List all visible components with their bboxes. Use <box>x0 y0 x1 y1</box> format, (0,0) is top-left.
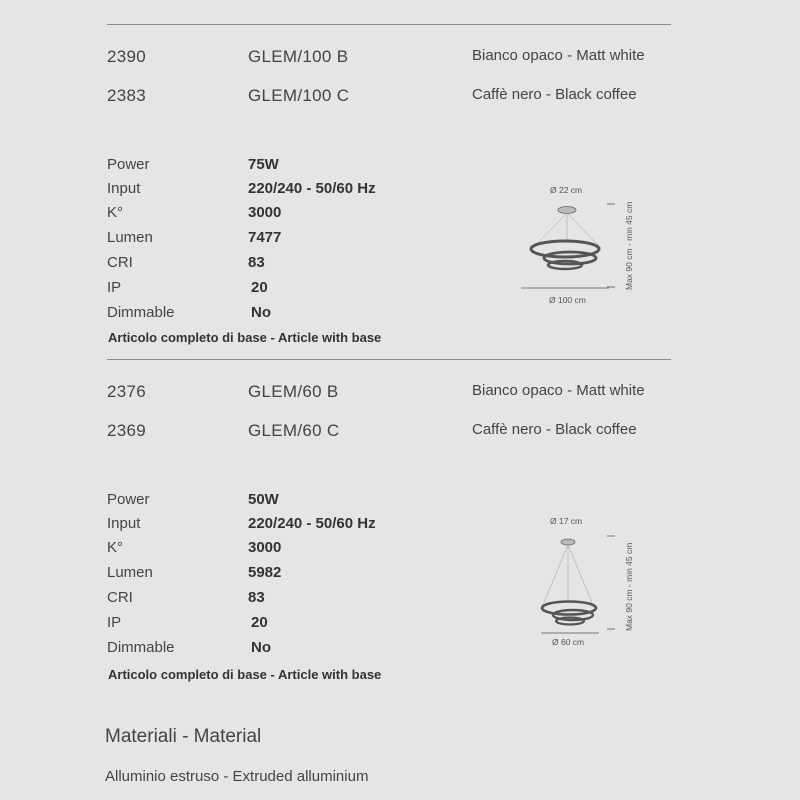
spec-value-power: 75W <box>248 156 279 173</box>
spec-label-kelvin: K° <box>107 539 124 556</box>
product-code: 2383 <box>107 86 147 105</box>
product-model: GLEM/60 B <box>248 382 339 401</box>
spec-value-lumen: 7477 <box>248 229 282 246</box>
spec-label-cri: CRI <box>107 254 133 271</box>
spec-label-power: Power <box>107 156 150 173</box>
spec-label-lumen: Lumen <box>107 229 153 246</box>
spec-label-dimmable: Dimmable <box>107 639 175 656</box>
spec-label-input: Input <box>107 180 141 197</box>
spec-value-kelvin: 3000 <box>248 539 282 556</box>
spec-value-input: 220/240 - 50/60 Hz <box>248 180 376 197</box>
spec-label-ip: IP <box>107 279 122 296</box>
article-note: Articolo completo di base - Article with base <box>108 330 382 345</box>
spec-value-ip: 20 <box>251 614 268 631</box>
spec-value-cri: 83 <box>248 589 265 606</box>
materials-text: Alluminio estruso - Extruded alluminium <box>105 768 369 785</box>
spec-label-kelvin: K° <box>107 204 124 221</box>
product-code: 2390 <box>107 47 147 66</box>
section-divider <box>107 359 671 360</box>
spec-value-power: 50W <box>248 491 279 508</box>
spec-value-kelvin: 3000 <box>248 204 282 221</box>
spec-label-power: Power <box>107 491 150 508</box>
spec-value-cri: 83 <box>248 254 265 271</box>
spec-value-lumen: 5982 <box>248 564 282 581</box>
top-divider <box>107 24 671 25</box>
spec-value-dimmable: No <box>251 304 271 321</box>
product-code: 2376 <box>107 382 147 401</box>
diameter-dimension: Ø 100 cm <box>549 295 586 305</box>
spec-label-cri: CRI <box>107 589 133 606</box>
product-finish: Caffè nero - Black coffee <box>472 421 637 438</box>
height-dimension: Max 90 cm - min 45 cm <box>624 542 634 631</box>
spec-label-input: Input <box>107 515 141 532</box>
lamp-drawing-100 <box>515 180 645 310</box>
canopy-dimension: Ø 22 cm <box>550 185 583 195</box>
spec-value-input: 220/240 - 50/60 Hz <box>248 515 376 532</box>
canopy-dimension: Ø 17 cm <box>550 516 583 526</box>
spec-label-lumen: Lumen <box>107 564 153 581</box>
product-finish: Caffè nero - Black coffee <box>472 86 637 103</box>
lamp-drawing-60 <box>525 512 645 652</box>
product-code: 2369 <box>107 421 147 440</box>
spec-label-ip: IP <box>107 614 122 631</box>
spec-value-ip: 20 <box>251 279 268 296</box>
product-model: GLEM/60 C <box>248 421 340 440</box>
spec-value-dimmable: No <box>251 639 271 656</box>
diameter-dimension: Ø 60 cm <box>552 637 585 647</box>
product-model: GLEM/100 B <box>248 47 349 66</box>
product-finish: Bianco opaco - Matt white <box>472 382 645 399</box>
product-model: GLEM/100 C <box>248 86 350 105</box>
product-finish: Bianco opaco - Matt white <box>472 47 645 64</box>
spec-label-dimmable: Dimmable <box>107 304 175 321</box>
height-dimension: Max 90 cm - min 45 cm <box>624 201 634 290</box>
article-note: Articolo completo di base - Article with base <box>108 667 382 682</box>
materials-title: Materiali - Material <box>105 726 262 747</box>
